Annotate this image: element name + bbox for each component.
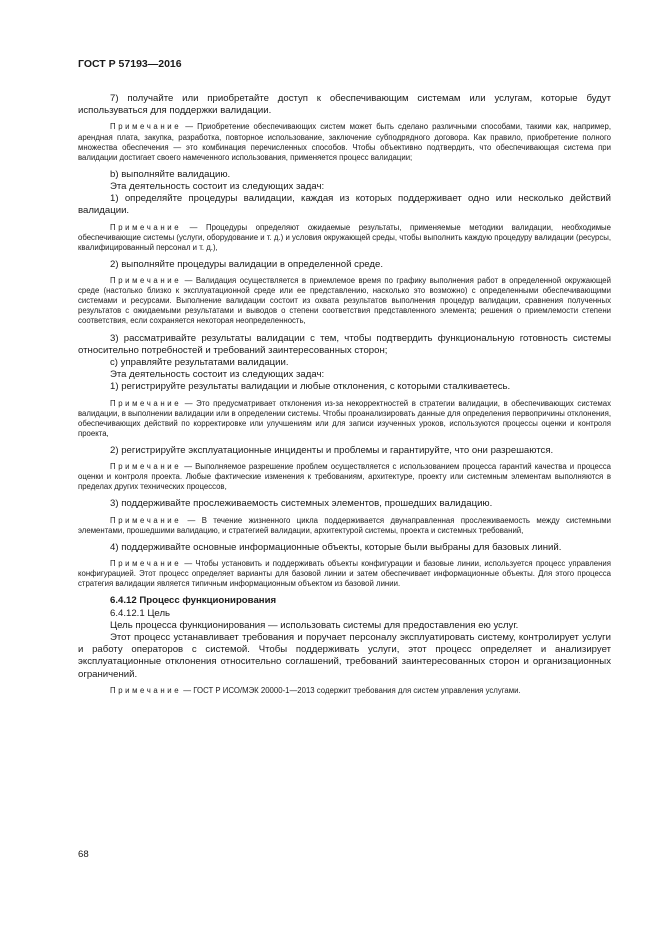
- note-label: Примечание: [110, 276, 182, 286]
- body-paragraph: c) управляйте результатами валидации.: [110, 356, 289, 368]
- document-header: ГОСТ Р 57193—2016: [78, 58, 182, 70]
- note-text: — В течение жизненного цикла поддерживается двунаправленная прослеживаемость между системными элементами, прошедшими валидацию, и стратегией валидации, архитектурой системы, проекта и системных требований,: [78, 515, 611, 535]
- note-label: Примечание: [110, 515, 182, 525]
- note-text: — Валидация осуществляется в приемлемое время по графику выполнения работ в определенной окружающей среде (настолько близко к эксплуатационной среде или ее представлению, насколько это возможно) с определенными обеспечивающими системами и ресурсами. Выполнение валидации состоит из охвата результатов выполнения процедур валидации, сравнения полученных результатов с ожидаемыми результатами и выводов о степени соответствия представленного элемента; решения о приемлемости степени соответствия, если сохраняется некоторая неопределенность,: [78, 276, 611, 326]
- page-number: 68: [78, 849, 89, 860]
- note-paragraph: [78, 122, 611, 162]
- note-text: — Это предусматривает отклонения из-за некорректностей в стратегии валидации, в обеспечивающих системах валидации, в выполнении валидации или в определении системы. Чтобы проанализировать данные для определения первопричины отклонения, обеспечивающих действий по корректировке или улучшениям или для записи изученных уроков, используются процессы оценки и контроля проекта,: [78, 398, 611, 438]
- note-label: Примечание: [110, 122, 182, 132]
- body-paragraph: Этот процесс устанавливает требования и поручает персоналу эксплуатировать систему, контролирует услуги и работу операторов с системой. Чтобы поддерживать услуги, этот процесс определяет и анализирует эксплуатационные отклонения относительно соглашений, требований заинтересованных сторон и организационных ограничений.: [78, 631, 611, 680]
- note-label: Примечание: [110, 398, 182, 408]
- note-paragraph: [78, 559, 611, 589]
- body-paragraph: Эта деятельность состоит из следующих задач:: [110, 180, 325, 192]
- page-content: [78, 93, 611, 702]
- body-paragraph: 3) поддерживайте прослеживаемость системных элементов, прошедших валидацию.: [110, 498, 493, 510]
- body-paragraph: 1) регистрируйте результаты валидации и любые отклонения, с которыми сталкиваетесь.: [110, 381, 511, 393]
- body-paragraph: Цель процесса функционирования — использовать системы для предоставления ею услуг.: [110, 619, 519, 631]
- note-label: Примечание: [110, 559, 182, 569]
- body-paragraph: 2) выполняйте процедуры валидации в определенной среде.: [110, 258, 384, 270]
- note-paragraph: [78, 276, 611, 326]
- body-paragraph: Эта деятельность состоит из следующих задач:: [110, 369, 325, 381]
- note-paragraph: [78, 686, 611, 696]
- note-label: Примечание: [110, 222, 182, 232]
- body-paragraph: 3) рассматривайте результаты валидации с тем, чтобы подтвердить функциональную готовность системы относительно потребностей и требований заинтересованных сторон;: [78, 332, 611, 356]
- note-text: — Чтобы установить и поддерживать объекты конфигурации и базовые линии, используется процесс управления конфигурацией. Этот процесс определяет варианты для базовой линии и затем обеспечивает информационные объекты. Для этого процесса стратегия валидации является типичным информационным объектом из базовой линии.: [78, 559, 611, 589]
- body-paragraph: 6.4.12.1 Цель: [110, 607, 171, 619]
- note-paragraph: [78, 462, 611, 492]
- note-text: — Процедуры определяют ожидаемые результаты, применяемые методики валидации, необходимые обеспечивающие системы (услуги, оборудование и т. д.) и условия окружающей среды, чтобы выполнить каждую процедуру валидации (ресурсы, квалифицированный персонал и т. д.),: [78, 222, 611, 252]
- note-text: — ГОСТ Р ИСО/МЭК 20000-1—2013 содержит требования для систем управления услугами.: [181, 685, 521, 695]
- body-paragraph: b) выполняйте валидацию.: [110, 168, 231, 180]
- note-label: Примечание: [110, 462, 182, 472]
- note-paragraph: [78, 223, 611, 253]
- body-paragraph: 1) определяйте процедуры валидации, каждая из которых поддерживает одно или несколько действий валидации.: [78, 193, 611, 217]
- note-paragraph: [78, 399, 611, 439]
- note-label: Примечание: [110, 685, 182, 695]
- note-text: — Приобретение обеспечивающих систем может быть сделано различными способами, такими как, например, арендная плата, закупка, разработка, повторное использование, заключение субподрядного договора. Как правило, приобретение полного множества обеспечения — это комбинация перечисленных способов. Чтобы объективно подтвердить, что обеспечивающая система при валидации достигает своего намеченного использования, применяется процесс валидации;: [78, 122, 611, 162]
- body-paragraph: 4) поддерживайте основные информационные объекты, которые были выбраны для базовых линий.: [110, 541, 562, 553]
- note-paragraph: [78, 516, 611, 536]
- note-text: — Выполняемое разрешение проблем осуществляется с использованием процесса гарантий качества и процесса оценки и контроля проекта. Любые фактические изменения к требованиям, архитектуре, проекту или системным элементам выполняются в пределах других технических процессов,: [78, 462, 611, 492]
- section-heading: 6.4.12 Процесс функционирования: [110, 595, 277, 607]
- body-paragraph: 7) получайте или приобретайте доступ к обеспечивающим системам или услугам, которые будут используваться для поддержки валидации.: [78, 93, 611, 117]
- body-paragraph: 2) регистрируйте эксплуатационные инциденты и проблемы и гарантируйте, что они разрешаются.: [110, 444, 554, 456]
